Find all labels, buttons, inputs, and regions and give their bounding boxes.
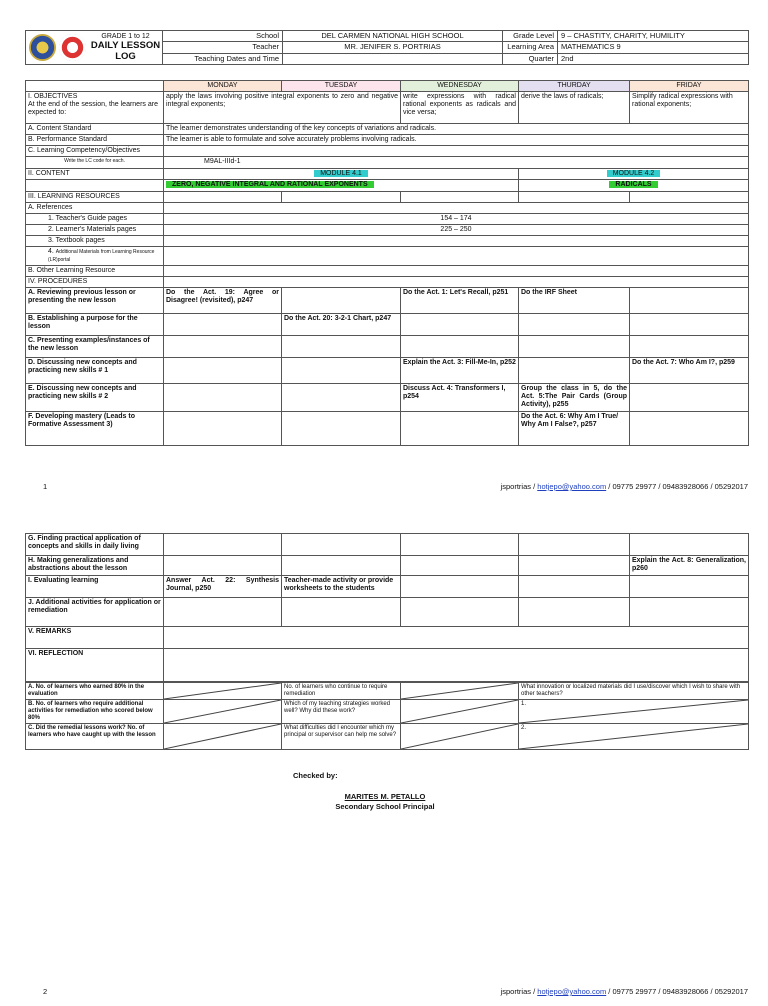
proc-f-tue <box>282 412 401 446</box>
learning-area-label: Learning Area <box>503 42 558 53</box>
proc-f-label: F. Developing mastery (Leads to Formative Assessment 3) <box>26 412 164 446</box>
footer-email-link-2[interactable]: hotjepo@yahoo.com <box>537 987 607 996</box>
proc-j-wed <box>401 598 519 627</box>
teacher-value: MR. JENIFER S. PORTRIAS <box>283 42 503 53</box>
proc-b-label: B. Establishing a purpose for the lesson <box>26 314 164 336</box>
proc-a-mon: Do the Act. 19: Agree or Disagree! (revisited), p247 <box>164 288 282 314</box>
checked-by-label: Checked by: <box>293 771 338 780</box>
reflection-a-diag1 <box>164 683 282 700</box>
other-resource-label: B. Other Learning Resource <box>26 266 164 277</box>
dll-title-2: LOG <box>115 51 136 62</box>
reflection-b-left: B. No. of learners who require additional activities for remediation who scored below 80% <box>26 700 164 724</box>
page-number-2: 2 <box>43 987 48 996</box>
footer-phones-2: / 09775 29977 / 09483928066 / 05292017 <box>608 987 748 996</box>
proc-c-label: C. Presenting examples/instances of the new lesson <box>26 336 164 358</box>
lr-cell <box>26 247 164 266</box>
resources-label: III. LEARNING RESOURCES <box>26 192 164 203</box>
proc-a-wed: Do the Act. 1: Let's Recall, p251 <box>401 288 519 314</box>
content-label: II. CONTENT <box>26 169 164 180</box>
principal-name: MARITES M. PETALLO <box>344 792 426 801</box>
reflection-a-right: What innovation or localized materials did I use/discover which I wish to share with other teachers? <box>519 683 749 700</box>
objectives-label <box>26 92 164 124</box>
proc-a-tue <box>282 288 401 314</box>
remarks-value <box>164 627 749 649</box>
module2-title: RADICALS <box>609 181 657 188</box>
proc-i-wed <box>401 576 519 598</box>
proc-a-fri <box>630 288 749 314</box>
module2-cell <box>519 169 749 180</box>
school-label: School <box>163 31 283 42</box>
content-standard-value: The learner demonstrates understanding of the key concepts of variations and radicals. <box>164 124 749 135</box>
lm-value: 225 – 250 <box>164 225 749 236</box>
proc-j-mon <box>164 598 282 627</box>
proc-j-thu <box>519 598 630 627</box>
proc-h-tue <box>282 556 401 576</box>
proc-e-mon <box>164 384 282 412</box>
proc-d-thu <box>519 358 630 384</box>
footer-author-2: jsportrias / <box>500 987 536 996</box>
tg-label: 1. Teacher's Guide pages <box>26 214 164 225</box>
module1-label: MODULE 4.1 <box>314 170 368 177</box>
proc-e-tue <box>282 384 401 412</box>
proc-a-thu: Do the IRF Sheet <box>519 288 630 314</box>
proc-g-label: G. Finding practical application of concepts and skills in daily living <box>26 534 164 556</box>
teacher-label: Teacher <box>163 42 283 53</box>
proc-b-wed <box>401 314 519 336</box>
lr-num: 4. <box>48 248 54 255</box>
proc-f-thu: Do the Act. 6: Why Am I True/ Why Am I False?, p257 <box>519 412 630 446</box>
deped-seal-icon <box>29 34 56 61</box>
proc-e-label: E. Discussing new concepts and practicing new skills # 2 <box>26 384 164 412</box>
proc-c-mon <box>164 336 282 358</box>
principal-title: Secondary School Principal <box>335 802 435 811</box>
reflection-label: VI. REFLECTION <box>26 649 164 682</box>
reflection-b-right <box>519 700 749 724</box>
reflection-a-diag2 <box>401 683 519 700</box>
logo-cell <box>26 31 163 65</box>
proc-b-tue: Do the Act. 20: 3-2-1 Chart, p247 <box>282 314 401 336</box>
objective-thu: derive the laws of radicals; <box>519 92 630 124</box>
lesson-table-page1 <box>25 80 748 446</box>
day-friday: FRIDAY <box>630 81 749 92</box>
footer-phones: / 09775 29977 / 09483928066 / 05292017 <box>608 482 748 491</box>
module1-title-cell <box>164 180 519 192</box>
proc-a-label: A. Reviewing previous lesson or presenting the new lesson <box>26 288 164 314</box>
school-seal-icon <box>59 34 86 61</box>
reflection-c-right <box>519 724 749 750</box>
proc-h-label: H. Making generalizations and abstractions about the lesson <box>26 556 164 576</box>
reflection-c-mid: What difficulties did I encounter which my principal or supervisor can help me solve? <box>282 724 401 750</box>
proc-e-wed: Discuss Act. 4: Transformers I, p254 <box>401 384 519 412</box>
learning-area-value: MATHEMATICS 9 <box>558 42 749 53</box>
page-number-1: 1 <box>43 482 48 491</box>
reflection-a-left: A. No. of learners who earned 80% in the evaluation <box>26 683 164 700</box>
performance-standard-value: The learner is able to formulate and solve accurately problems involving radicals. <box>164 135 749 146</box>
proc-i-fri <box>630 576 749 598</box>
footer-email-link[interactable]: hotjepo@yahoo.com <box>537 482 607 491</box>
competency-code: M9AL-IIId-1 <box>204 158 241 165</box>
competency-label: C. Learning Competency/Objectives <box>26 146 164 157</box>
dll-title: DAILY LESSON <box>90 40 161 51</box>
proc-g-fri <box>630 534 749 556</box>
content-standard-label: A. Content Standard <box>26 124 164 135</box>
dates-value <box>283 53 503 64</box>
proc-c-tue <box>282 336 401 358</box>
header-block <box>25 30 748 65</box>
proc-i-thu <box>519 576 630 598</box>
proc-f-fri <box>630 412 749 446</box>
proc-j-fri <box>630 598 749 627</box>
proc-h-fri: Explain the Act. 8: Generalization, p260 <box>630 556 749 576</box>
competency-code-cell <box>164 157 749 169</box>
proc-i-mon: Answer Act. 22: Synthesis Journal, p250 <box>164 576 282 598</box>
reflection-b-mid: Which of my teaching strategies worked well? Why did these work? <box>282 700 401 724</box>
objective-fri: Simplify radical expressions with rational exponents; <box>630 92 749 124</box>
day-wednesday: WEDNESDAY <box>401 81 519 92</box>
objectives-sub: At the end of the session, the learners are expected to: <box>28 101 158 116</box>
day-monday: MONDAY <box>164 81 282 92</box>
proc-c-thu <box>519 336 630 358</box>
lesson-table-page2 <box>25 533 748 750</box>
references-label: A. References <box>26 203 164 214</box>
quarter-value: 2nd <box>558 53 749 64</box>
school-value: DEL CARMEN NATIONAL HIGH SCHOOL <box>283 31 503 42</box>
objectives-title: I. OBJECTIVES <box>28 93 78 100</box>
proc-b-mon <box>164 314 282 336</box>
grade-level-label: Grade Level <box>503 31 558 42</box>
proc-d-mon <box>164 358 282 384</box>
day-tuesday: TUESDAY <box>282 81 401 92</box>
reflection-c-diag1 <box>164 724 282 750</box>
proc-b-fri <box>630 314 749 336</box>
proc-g-mon <box>164 534 282 556</box>
proc-c-wed <box>401 336 519 358</box>
proc-f-wed <box>401 412 519 446</box>
module2-label: MODULE 4.2 <box>607 170 661 177</box>
remarks-label: V. REMARKS <box>26 627 164 649</box>
quarter-label: Quarter <box>503 53 558 64</box>
proc-j-label: J. Additional activities for application or remediation <box>26 598 164 627</box>
dates-label: Teaching Dates and Time <box>163 53 283 64</box>
proc-b-thu <box>519 314 630 336</box>
module1-title: ZERO, NEGATIVE INTEGRAL AND RATIONAL EXPONENTS <box>166 181 374 188</box>
proc-e-fri <box>630 384 749 412</box>
tb-label: 3. Textbook pages <box>26 236 164 247</box>
competency-blank <box>164 146 749 157</box>
proc-i-label: I. Evaluating learning <box>26 576 164 598</box>
proc-j-tue <box>282 598 401 627</box>
competency-sublabel: Write the LC code for each. <box>26 157 164 169</box>
procedures-label: IV. PROCEDURES <box>26 277 164 288</box>
proc-d-label: D. Discussing new concepts and practicing new skills # 1 <box>26 358 164 384</box>
proc-d-tue <box>282 358 401 384</box>
proc-g-thu <box>519 534 630 556</box>
proc-g-tue <box>282 534 401 556</box>
proc-i-tue: Teacher-made activity or provide worksheets to the students <box>282 576 401 598</box>
module1-cell <box>164 169 519 180</box>
lm-label: 2. Learner's Materials pages <box>26 225 164 236</box>
proc-d-fri: Do the Act. 7: Who Am I?, p259 <box>630 358 749 384</box>
proc-g-wed <box>401 534 519 556</box>
footer-contact-2 <box>501 987 748 996</box>
objective-wed: write expressions with radical rational exponents as radicals and vice versa; <box>401 92 519 124</box>
proc-h-thu <box>519 556 630 576</box>
reflection-a-mid: No. of learners who continue to require remediation <box>282 683 401 700</box>
reflection-value <box>164 649 749 682</box>
day-thursday: THURDAY <box>519 81 630 92</box>
proc-f-mon <box>164 412 282 446</box>
proc-h-mon <box>164 556 282 576</box>
reflection-b-diag1 <box>164 700 282 724</box>
proc-e-thu: Group the class in 5, do the Act. 5:The Pair Cards (Group Activity), p255 <box>519 384 630 412</box>
proc-c-fri <box>630 336 749 358</box>
reflection-b-right-text: 1. <box>521 701 527 707</box>
performance-standard-label: B. Performance Standard <box>26 135 164 146</box>
proc-h-wed <box>401 556 519 576</box>
grade-text: GRADE 1 to 12 <box>101 33 150 40</box>
corner-cell <box>26 81 164 92</box>
reflection-c-right-text: 2. <box>521 725 527 731</box>
module2-title-cell <box>519 180 749 192</box>
lr-label: Additional Materials from Learning Resource (LR)portal <box>48 249 155 263</box>
reflection-c-diag2 <box>401 724 519 750</box>
proc-d-wed: Explain the Act. 3: Fill-Me-In, p252 <box>401 358 519 384</box>
reflection-c-left: C. Did the remedial lessons work? No. of learners who have caught up with the lesson <box>26 724 164 750</box>
footer-author: jsportrias / <box>500 482 536 491</box>
reflection-b-diag2 <box>401 700 519 724</box>
content-blank <box>26 180 164 192</box>
footer-contact-1 <box>501 482 748 491</box>
objective-mon-tue: apply the laws involving positive integral exponents to zero and negative integral exponents; <box>164 92 401 124</box>
grade-level-value: 9 – CHASTITY, CHARITY, HUMILITY <box>558 31 749 42</box>
tg-value: 154 – 174 <box>164 214 749 225</box>
